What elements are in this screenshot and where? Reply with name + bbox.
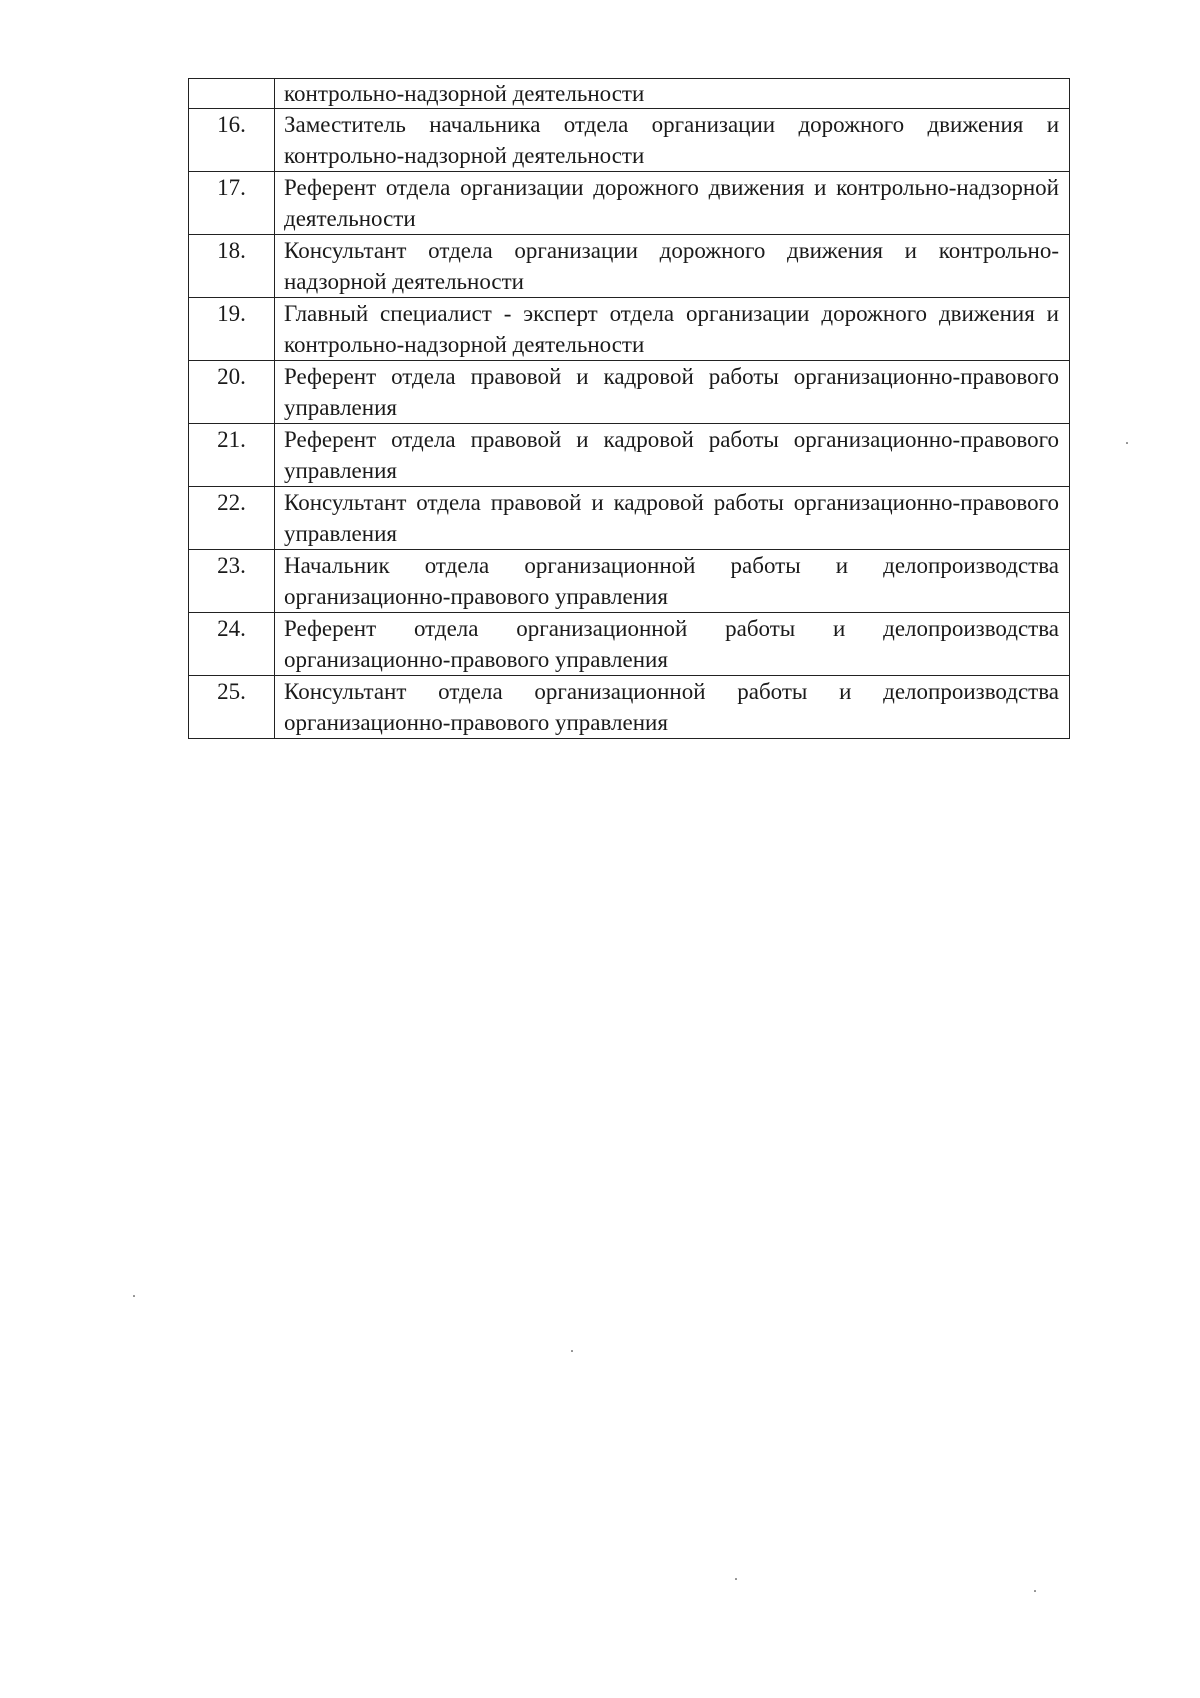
table-row	[189, 235, 1070, 298]
position-title: Референт отдела правовой и кадровой работы организационно-правового управления	[275, 361, 1070, 424]
table-row	[189, 676, 1070, 739]
position-title: Консультант отдела правовой и кадровой работы организационно-правового управления	[275, 487, 1070, 550]
position-title: Консультант отдела организации дорожного движения и контрольно-надзорной деятельности	[275, 235, 1070, 298]
row-number	[189, 79, 275, 109]
table-row	[189, 79, 1070, 109]
row-number: 16.	[189, 109, 275, 172]
table-row	[189, 487, 1070, 550]
row-number: 18.	[189, 235, 275, 298]
scan-speck	[1126, 442, 1128, 444]
position-title: Заместитель начальника отдела организации дорожного движения и контрольно-надзорной деятельности	[275, 109, 1070, 172]
row-number: 25.	[189, 676, 275, 739]
row-number: 21.	[189, 424, 275, 487]
scan-speck	[571, 1350, 573, 1352]
row-number: 17.	[189, 172, 275, 235]
table-row	[189, 613, 1070, 676]
table-row	[189, 550, 1070, 613]
scan-speck	[735, 1578, 737, 1580]
table-row	[189, 298, 1070, 361]
position-title: Референт отдела организации дорожного движения и контрольно-надзорной деятельности	[275, 172, 1070, 235]
row-number: 19.	[189, 298, 275, 361]
position-title: контрольно-надзорной деятельности	[275, 79, 1070, 109]
positions-table	[188, 78, 1070, 739]
table-row	[189, 172, 1070, 235]
position-title: Референт отдела правовой и кадровой работы организационно-правового управления	[275, 424, 1070, 487]
position-title: Референт отдела организационной работы и делопроизводства организационно-правового управления	[275, 613, 1070, 676]
row-number: 23.	[189, 550, 275, 613]
position-title: Начальник отдела организационной работы и делопроизводства организационно-правового управления	[275, 550, 1070, 613]
row-number: 24.	[189, 613, 275, 676]
row-number: 20.	[189, 361, 275, 424]
table-row	[189, 361, 1070, 424]
position-title: Консультант отдела организационной работы и делопроизводства организационно-правового управления	[275, 676, 1070, 739]
scan-speck	[1034, 1590, 1036, 1592]
table-row	[189, 424, 1070, 487]
scan-speck	[133, 1295, 135, 1297]
row-number: 22.	[189, 487, 275, 550]
position-title: Главный специалист - эксперт отдела организации дорожного движения и контрольно-надзорной деятельности	[275, 298, 1070, 361]
table-row	[189, 109, 1070, 172]
